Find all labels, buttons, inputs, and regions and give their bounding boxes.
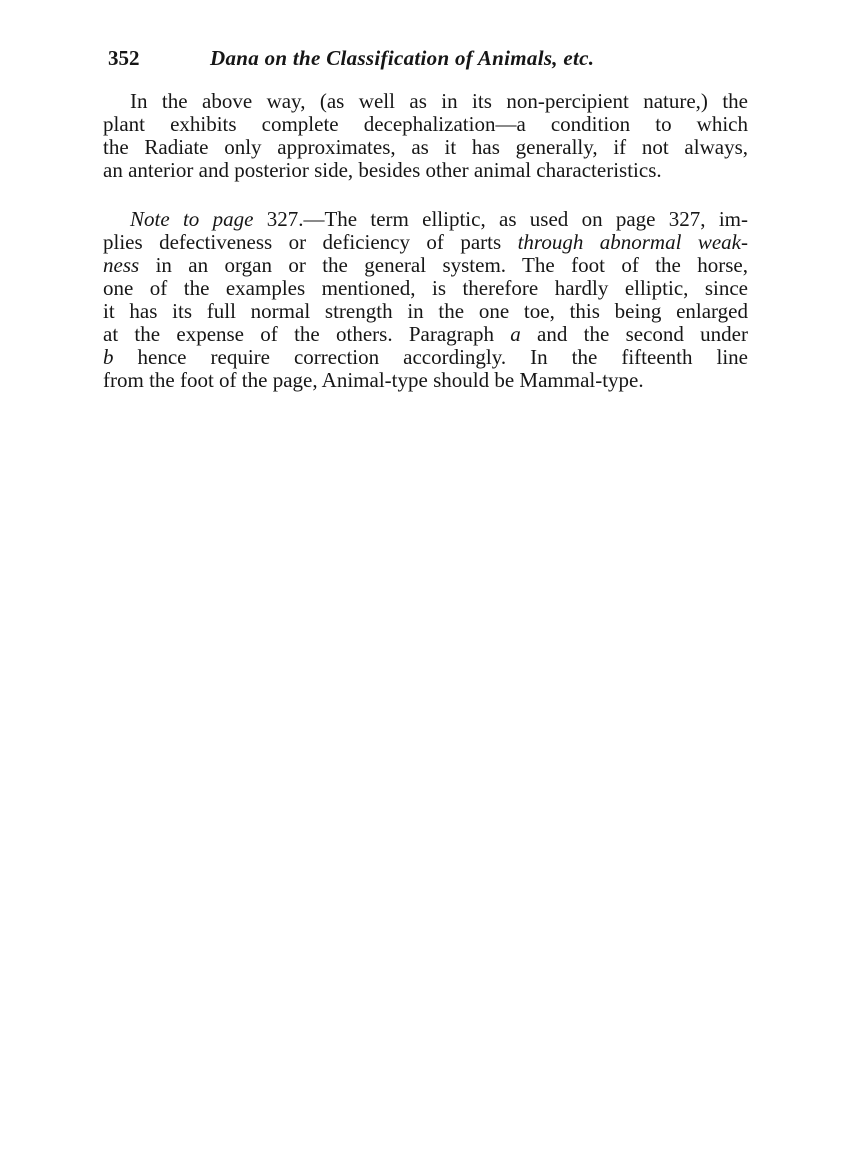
text-line [103,323,748,346]
text-segment: in an organ or the general system. The foot of the horse, [139,253,748,277]
text-segment: 327.—The term elliptic, as used on page 327, im- [253,207,748,231]
text-line: plant exhibits complete decephalization—a condition to which [103,112,748,136]
running-head: Dana on the Classification of Animals, etc. [210,46,595,70]
italic-segment: through abnormal weak- [517,230,748,254]
text-line [103,231,748,254]
italic-segment: b [103,345,114,369]
page-header [108,46,648,76]
text-line: the Radiate only approximates, as it has generally, if not always, [103,135,748,159]
text-segment: and the second under [520,322,748,346]
italic-segment: a [510,322,521,346]
text-line: In the above way, (as well as in its non-percipient nature,) the [130,89,748,113]
paragraph-decephalization [103,90,748,182]
paragraph-note-to-page-327 [103,208,748,392]
text-line [103,346,748,369]
text-line: an anterior and posterior side, besides other animal characteristics. [103,158,662,182]
text-segment: hence require correction accordingly. In the fifteenth line [113,345,748,369]
page-number: 352 [108,46,140,70]
text-line: from the foot of the page, Animal-type should be Mammal-type. [103,368,644,392]
note-label: Note to page [130,207,254,231]
text-segment: plies defectiveness or deficiency of parts [103,230,518,254]
text-line [103,254,748,277]
text-line: it has its full normal strength in the one toe, this being enlarged [103,299,748,323]
text-line [103,208,748,231]
text-segment: at the expense of the others. Paragraph [103,322,511,346]
italic-segment: ness [103,253,140,277]
text-line: one of the examples mentioned, is therefore hardly elliptic, since [103,276,748,300]
